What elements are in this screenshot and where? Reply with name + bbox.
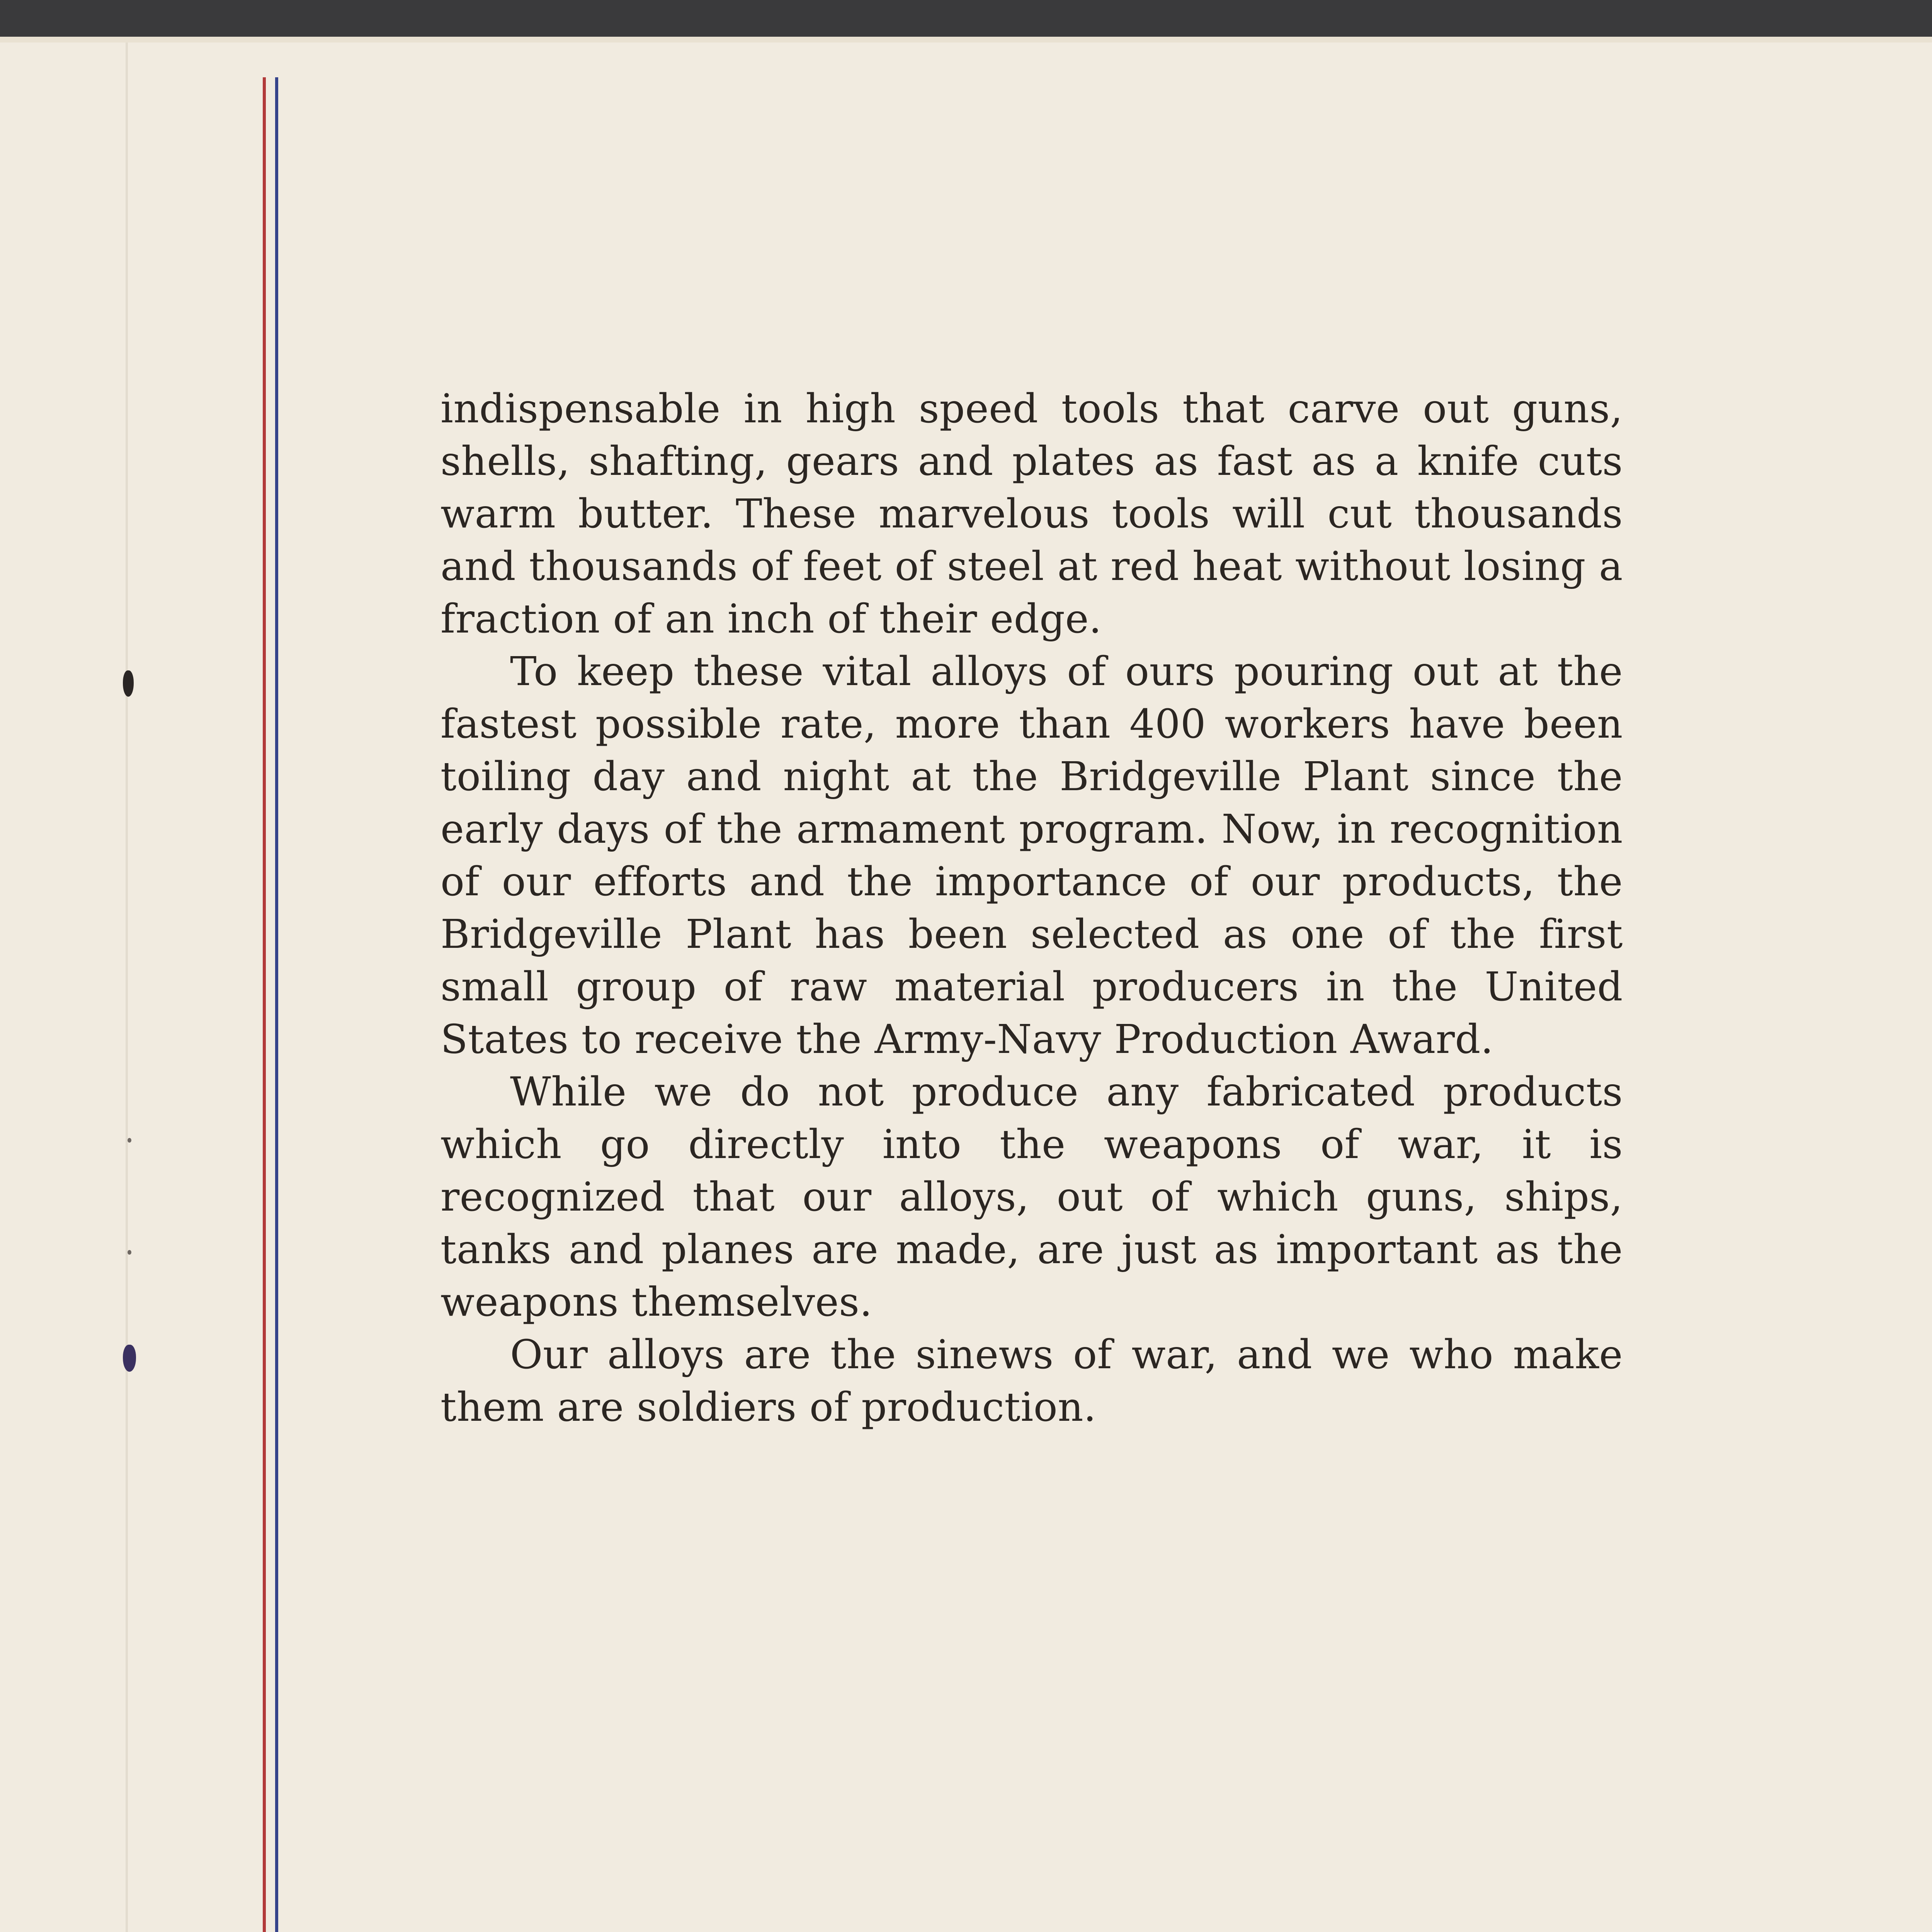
blue-margin-rule — [275, 77, 278, 1932]
red-margin-rule — [263, 77, 266, 1932]
paper-speck — [128, 1138, 131, 1143]
binding-hole-middle — [123, 1345, 136, 1372]
paragraph-3: While we do not produce any fabricated products which go directly into the weapons of war, it is recognized that our alloys, out of which guns, ships, tanks and planes are made, are just as important as the weapons themselves. — [440, 1069, 1623, 1325]
paragraph-4: Our alloys are the sinews of war, and we who make them are soldiers of production. — [440, 1332, 1623, 1430]
paper-speck — [128, 1250, 131, 1255]
paragraph-2: To keep these vital alloys of ours pouring out at the fastest possible rate, more than 400 workers have been toiling day and night at the Bridgeville Plant since the early days of the armament program. Now, in recognition of our efforts and the importance of our products, the Bridgeville Plant has been selected as one of the first small group of raw material producers in the United States to receive the Army-Navy Production Award. — [440, 648, 1623, 1063]
binding-hole-top — [123, 670, 134, 697]
body-text — [440, 383, 1623, 1434]
paragraph-1: indispensable in high speed tools that carve out guns, shells, shafting, gears and plates as fast as a knife cuts warm butter. These marvelous tools will cut thousands and thousands of feet of steel at red heat without losing a fraction of an inch of their edge. — [440, 386, 1623, 642]
fold-line — [126, 43, 128, 1932]
document-page — [0, 43, 1932, 1932]
